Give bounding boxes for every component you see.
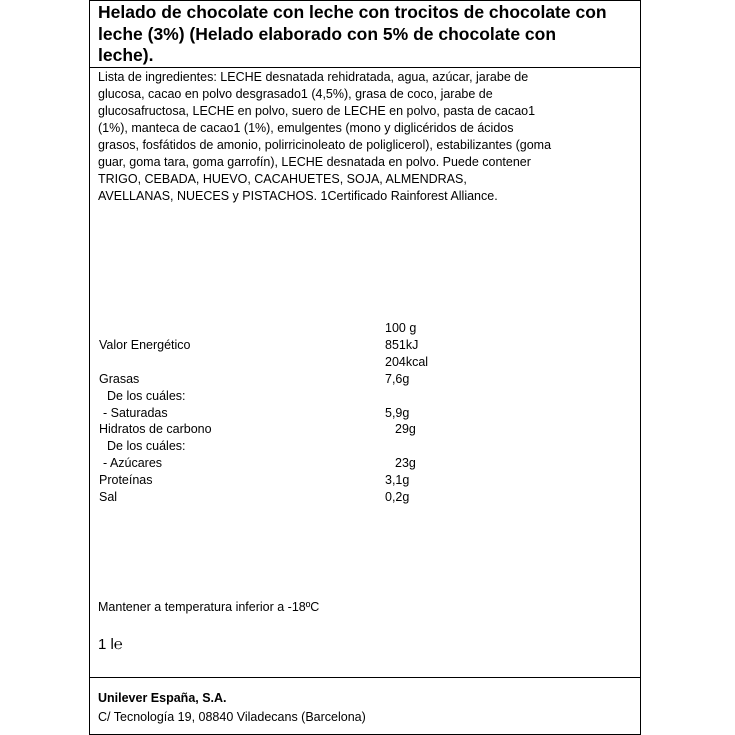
fat-value: 7,6g bbox=[385, 372, 410, 386]
saturated-label: - Saturadas bbox=[103, 406, 168, 420]
energy-kcal-value: 204kcal bbox=[385, 355, 429, 369]
energy-kj-value: 851kJ bbox=[385, 338, 419, 352]
saturated-value: 5,9g bbox=[385, 406, 410, 420]
fat-of-which-label: De los cuáles: bbox=[107, 389, 186, 403]
carbs-of-which-label: De los cuáles: bbox=[107, 439, 186, 453]
title-line: leche (3%) (Helado elaborado con 5% de chocolate con bbox=[98, 23, 557, 44]
protein-value: 3,1g bbox=[385, 473, 410, 487]
fat-label: Grasas bbox=[99, 372, 140, 386]
storage-instructions: Mantener a temperatura inferior a -18ºC bbox=[98, 600, 320, 614]
title-line: Helado de chocolate con leche con trocitos de chocolate con bbox=[98, 2, 607, 22]
carbs-label: Hidratos de carbono bbox=[99, 422, 212, 436]
ingredients-line: AVELLANAS, NUECES y PISTACHOS. 1Certificado Rainforest Alliance. bbox=[98, 189, 498, 203]
manufacturer-address: C/ Tecnología 19, 08840 Viladecans (Barcelona) bbox=[98, 710, 366, 724]
title-divider bbox=[89, 67, 641, 68]
carbs-value: 29g bbox=[395, 422, 416, 436]
ingredients-line: TRIGO, CEBADA, HUEVO, CACAHUETES, SOJA, ALMENDRAS, bbox=[98, 172, 467, 186]
ingredients-line: (1%), manteca de cacao1 (1%), emulgentes (mono y diglicéridos de ácidos bbox=[98, 121, 514, 135]
ingredients-list bbox=[98, 69, 638, 205]
product-title bbox=[98, 2, 636, 67]
sugars-value: 23g bbox=[395, 456, 416, 470]
ingredients-line: guar, goma tara, goma garrofín), LECHE desnatada en polvo. Puede contener bbox=[98, 155, 531, 169]
protein-label: Proteínas bbox=[99, 473, 153, 487]
ingredients-line: grasos, fosfátidos de amonio, polirricinoleato de poliglicerol), estabilizantes (goma bbox=[98, 138, 552, 152]
salt-label: Sal bbox=[99, 490, 118, 504]
salt-value: 0,2g bbox=[385, 490, 410, 504]
top-border bbox=[89, 0, 641, 1]
ingredients-line: Lista de ingredientes: LECHE desnatada rehidratada, agua, azúcar, jarabe de bbox=[98, 70, 529, 84]
manufacturer-name: Unilever España, S.A. bbox=[98, 691, 227, 705]
net-volume: 1 l℮ bbox=[98, 636, 123, 653]
sugars-label: - Azúcares bbox=[103, 456, 163, 470]
ingredients-line: glucosafructosa, LECHE en polvo, suero de LECHE en polvo, pasta de cacao1 bbox=[98, 104, 536, 118]
nutrition-column-header: 100 g bbox=[385, 321, 417, 335]
ingredients-line: glucosa, cacao en polvo desgrasado1 (4,5%), grasa de coco, jarabe de bbox=[98, 87, 493, 101]
footer-divider bbox=[89, 677, 641, 678]
title-line: leche). bbox=[98, 45, 154, 65]
energy-label: Valor Energético bbox=[99, 338, 191, 352]
